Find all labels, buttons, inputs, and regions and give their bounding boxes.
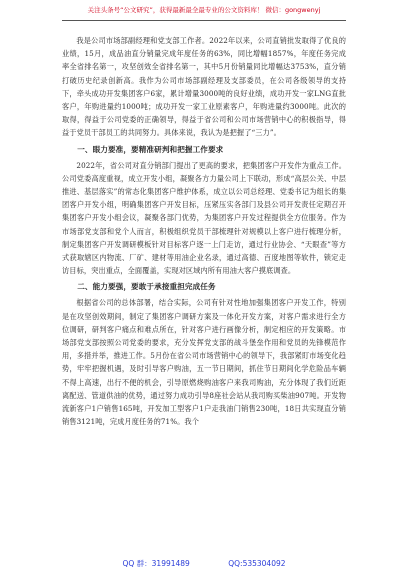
intro-paragraph: 我是公司市场部副经理和党支部工作者。2022年以来，公司直销批发取得了优良的业绩，15月，成品油直分销量完成年度任务的63%，同比增幅1857%，年度任务完成率全省排名第一，攻坚创效全省排名第一，其中5月份销量同比增幅达3753%，直分销打破历史纪录创新高。我作为公司市场部副经理及支部委员，在公司各级领导的支持下，牵头成功开发集团客户6家，累计增量3000吨的良好业绩，成功开发一家LNG直批客户，年购进量约1000吨；成功开发一家工业原素客户，年购进量约3000吨。此次的取得，得益于公司党委的正确领导，得益于省公司和公司市场营销中心的积极指导，得益于党员干部员工的共同努力。具体来说，我认为是把握了“三力”。	[62, 36, 346, 138]
header-wechat-id: 微信：gongwenyj	[265, 6, 321, 14]
section-heading-1: 一、眼力要准，要精准研判和把握工作要求	[77, 144, 224, 154]
section-1-paragraph: 2022年，省公司对直分销部门提出了更高的要求，把集团客户开发作为重点工作。公司党委高度重视，成立开发小组，凝聚各方力量公司上下联动，形成“高层公关、中层推进、基层落实”的常态化集团客户维护体系，成立以公司总经理、党委书记为组长的集团客户开发小组，明确集团客户开发目标，压紧压实各部门及县公司开发责任定期召开集团客户开发小组会议，凝聚各部门优势，为集团客户开发过程提供全方位服务。作为市场部党支部和党个人而言，积极组织党员干部梳理针对规模以上客户进行梳理分析，制定集团客户开发调研模板针对目标客户逐一上门走访，通过行业协会、“天眼查”等方式获取辖区内物流、厂矿、建材等用油企业名录，通过高德、百度地图等软件，锁定走访目标，突出重点，全面覆盖，实现对区域内所有用油大客户摸底调查。	[62, 160, 346, 276]
header-banner	[0, 6, 408, 15]
section-heading-2: 二、能力要强，要敢于承接重担完成任务	[77, 282, 216, 292]
document-body	[62, 34, 346, 428]
header-divider	[62, 20, 346, 21]
footer-qq-group: QQ 群：31991489	[122, 559, 190, 568]
footer-qq-number: QQ:535304092	[228, 559, 286, 568]
section-2-paragraph: 根据省公司的总体部署，结合实际，公司有针对性地加强集团客户开发工作，特别是在攻坚创效期间，制定了集团客户调研方案及一体化开发方案，对客户需求进行全方位调研，研判客户痛点和难点所在，针对客户进行画像分析，制定相应的开发策略。市场部党支部按照公司党委的要求，充分发挥党支部的战斗堡垒作用和党员的先锋模范作用，多措并举，推进工作。5月份在省公司市场营销中心的领导下，我部紧盯市场变化趋势，牢牢把握机遇，及时引导客户购油，五一节日期间，抓住节日期间化学危险品车辆不得上高速，出行不便的机会，引导原燃烧购油客户来我司购油，充分体现了我们近距离配送、管道供油的优势，通过努力成功引导8座社会站从我司购买柴油907吨。开发物流新客户1户销售165吨，开发加工型客户1户走我油门销售230吨，18日共实现直分销销售3121吨，完成月度任务的71%。我个	[62, 298, 346, 427]
header-promo-text: 关注头条号“公文研究”，获得最新最全最专业的公文资料库！	[87, 6, 264, 14]
footer-contact	[0, 558, 408, 569]
